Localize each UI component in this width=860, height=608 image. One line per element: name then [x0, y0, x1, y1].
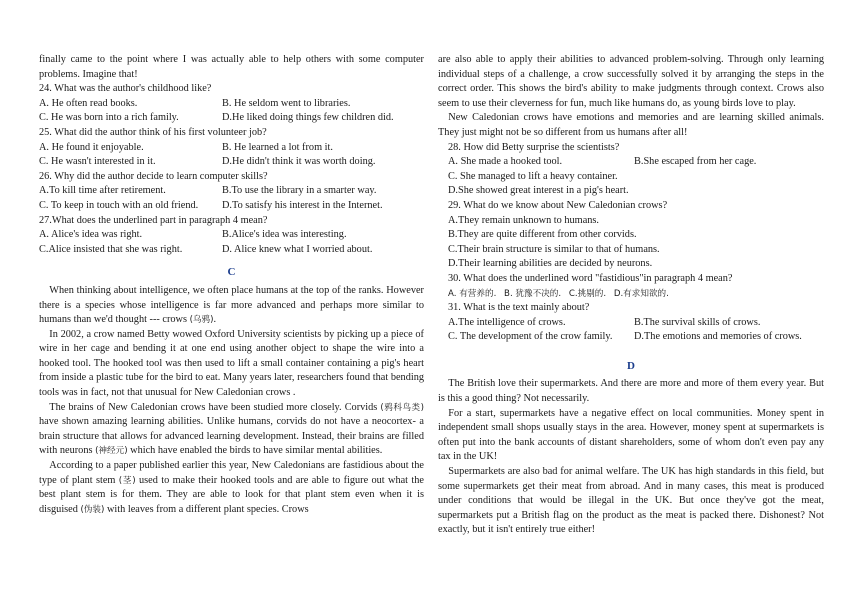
- passage-c-paragraph-1: When thinking about intelligence, we often place humans at the top of the ranks. However there is a species whose intelligence is far more advanced and perhaps more similar to humans than we'd thought --- crows (乌鸦).: [39, 284, 424, 326]
- option-d: D.The emotions and memories of crows.: [634, 331, 802, 343]
- option-b: B. He learned a lot from it.: [222, 141, 333, 153]
- option-b: B.They are quite different from other corvids.: [448, 229, 637, 241]
- option-a: A.The intelligence of crows.: [448, 316, 566, 328]
- option-b: B.To use the library in a smarter way.: [222, 185, 377, 197]
- option-a: A. He often read books.: [39, 97, 138, 109]
- option-a: A. She made a hooked tool.: [448, 156, 563, 168]
- option-a: A. 有营养的.: [448, 288, 497, 299]
- option-b: B.Alice's idea was interesting.: [222, 229, 347, 241]
- question-26: [39, 170, 424, 214]
- question-stem: 24. What was the author's childhood like?: [39, 83, 212, 95]
- right-column: [438, 53, 824, 538]
- option-d: D. Alice knew what I worried about.: [222, 243, 373, 255]
- passage-c-paragraph-3: The brains of New Caledonian crows have been studied more closely. Corvids (鸦科鸟类) have shown amazing learning abilities. Unlike humans, corvids do not have a neocortex- a brain structure that allows for advanced learning development. Instead, their brains are filled with neurons (神经元) which have enabled the birds to have similar mental abilities.: [39, 401, 425, 457]
- passage-c-paragraph-4: According to a paper published earlier this year, New Caledonians are fastidious about the type of plant stem (茎) used to make their hooked tools and are able to figure out what the best plant stem is for them. They are able to look for that plant stem even when it is disguised (伪装) with leaves from a different plant species. Crows: [39, 460, 424, 515]
- question-stem: 26. Why did the author decide to learn computer skills?: [39, 170, 268, 182]
- option-b: B. 犹豫不决的.: [504, 288, 562, 299]
- option-a: A. He found it enjoyable.: [39, 141, 144, 153]
- option-c: C. She managed to lift a heavy container.: [448, 170, 618, 182]
- question-stem: 31. What is the text mainly about?: [448, 302, 590, 314]
- question-27: [39, 214, 424, 258]
- option-d: D.有求知欲的.: [613, 288, 669, 299]
- option-c: C. The development of the crow family.: [448, 331, 613, 343]
- question-31: [438, 301, 824, 345]
- option-d: D.He didn't think it was worth doing.: [222, 156, 376, 168]
- passage-c-paragraph-6: New Caledonian crows have emotions and memories and are learning skilled animals. They just might not be so different from us humans after all!: [438, 112, 824, 138]
- option-a: A. Alice's idea was right.: [39, 229, 143, 241]
- question-stem: 25. What did the author think of his first volunteer job?: [39, 126, 267, 138]
- option-b: B. He seldom went to libraries.: [222, 97, 351, 109]
- left-column: [39, 53, 424, 517]
- options-row: [438, 287, 824, 302]
- option-d: D.Their learning abilities are decided by neurons.: [448, 258, 653, 270]
- option-a: A.They remain unknown to humans.: [448, 214, 599, 226]
- passage-d-paragraph-1: The British love their supermarkets. And there are more and more of them every year. But is this a good thing? Not necessarily.: [438, 378, 824, 405]
- option-a: A.To kill time after retirement.: [39, 185, 166, 197]
- question-25: [39, 126, 424, 170]
- question-28: [438, 141, 824, 199]
- passage-d-paragraph-3: Supermarkets are also bad for animal welfare. The UK has high standards in this field, but some supermarkets get their meat from abroad. And in many cases, this meat is produced under conditions that would be illegal in the UK. But once they've got the meat, supermarkets put a British flag on the product as the meat is packed there. Dishonest? Not exactly, but it isn't entirely true either!: [438, 466, 824, 536]
- option-c: C.Their brain structure is similar to that of humans.: [448, 243, 660, 255]
- question-29: [438, 199, 824, 272]
- question-stem: 28. How did Betty surprise the scientists?: [448, 141, 620, 153]
- option-b: B.She escaped from her cage.: [634, 156, 757, 168]
- section-c-heading: C: [227, 266, 236, 279]
- option-c: C. He was born into a rich family.: [39, 112, 179, 124]
- option-c: C. He wasn't interested in it.: [39, 156, 156, 168]
- option-c: C.挑剔的.: [568, 288, 607, 299]
- question-24: [39, 82, 424, 126]
- question-stem: 30. What does the underlined word "fastidious"in paragraph 4 mean?: [448, 272, 733, 284]
- option-d: D.He liked doing things few children did.: [222, 112, 394, 124]
- option-d: D.She showed great interest in a pig's heart.: [448, 185, 629, 197]
- passage-c-paragraph-2: In 2002, a crow named Betty wowed Oxford University scientists by picking up a piece of wire in her cage and bending it at one end using another object to shape the wire into a hooked tool. The hooked tool was then used to lift a small container containing a pig's heart from inside a plastic tube for the bird to eat. Many years later, researchers found that bending tools was in fact, not that unusual for New Caledonian crows .: [39, 328, 424, 399]
- option-b: B.The survival skills of crows.: [634, 316, 761, 328]
- option-c: C.Alice insisted that she was right.: [39, 243, 183, 255]
- question-stem: 27.What does the underlined part in paragraph 4 mean?: [39, 214, 268, 226]
- passage-d-paragraph-2: For a start, supermarkets have a negative effect on local communities. Money spent in independent small shops usually stays in the area. However, money spent at supermarkets is often put into the bank accounts of distant shareholders, some of whom don't even pay any tax in the UK!: [438, 407, 824, 463]
- section-d-heading: D: [627, 359, 635, 372]
- question-30: [438, 272, 824, 301]
- passage-c-paragraph-5: are also able to apply their abilities to advanced problem-solving. Through only learning individual steps of a challenge, a crow successfully solved it by arranging the steps in the correct order. This shows the bird's ability to make judgments through context. Crows also seem to use their cleverness for fun, much like humans do, as young birds love to play.: [438, 54, 824, 109]
- option-d: D.To satisfy his interest in the Internet.: [222, 199, 383, 211]
- question-stem: 29. What do we know about New Caledonian crows?: [448, 199, 668, 211]
- intro-paragraph: finally came to the point where I was actually able to help others with some computer problems. Imagine that!: [39, 54, 424, 80]
- option-c: C. To keep in touch with an old friend.: [39, 199, 199, 211]
